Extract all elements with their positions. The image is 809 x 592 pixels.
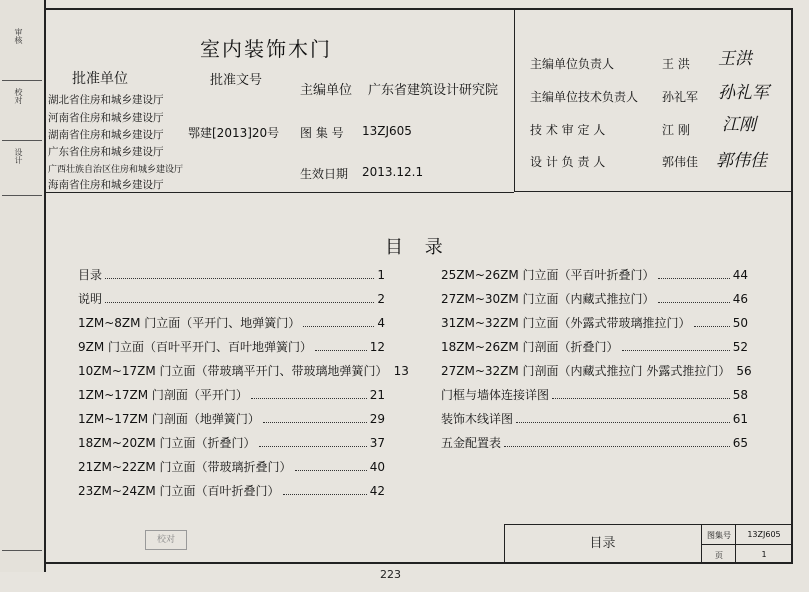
title-block-atlas-label: 图集号 bbox=[707, 531, 731, 540]
toc-entry[interactable] bbox=[441, 266, 748, 283]
toc-leader-dots bbox=[303, 325, 374, 327]
toc-leader-dots bbox=[658, 277, 730, 279]
toc-leader-dots bbox=[105, 301, 374, 303]
signature: 孙礼军 bbox=[718, 83, 769, 103]
date-value: 2013.12.1 bbox=[362, 165, 424, 179]
toc-entry[interactable] bbox=[78, 338, 385, 355]
toc-entry[interactable] bbox=[78, 482, 385, 499]
title-block-atlas-value: 13ZJ605 bbox=[747, 530, 781, 539]
toc-leader-dots bbox=[658, 301, 730, 303]
editor-label: 主编单位 bbox=[300, 83, 353, 98]
toc-entry-page: 42 bbox=[369, 484, 385, 498]
approval-org: 湖北省住房和城乡建设厅 bbox=[48, 94, 164, 106]
toc-entry[interactable] bbox=[78, 290, 385, 307]
divider bbox=[702, 544, 793, 545]
toc-entry-page: 21 bbox=[369, 388, 385, 402]
toc-entry-page: 46 bbox=[732, 292, 748, 306]
toc-entry-page: 65 bbox=[732, 436, 748, 450]
toc-entry-title: 23ZM~24ZM 门立面（百叶折叠门） bbox=[78, 484, 280, 498]
title-block-page-label: 页 bbox=[715, 551, 723, 560]
editor-value: 广东省建筑设计研究院 bbox=[368, 83, 499, 98]
toc-entry-title: 说明 bbox=[78, 292, 103, 306]
doc-number: 鄂建[2013]20号 bbox=[188, 126, 280, 140]
toc-entry-title: 21ZM~22ZM 门立面（带玻璃折叠门） bbox=[78, 460, 292, 474]
signature: 王洪 bbox=[718, 49, 752, 69]
toc-entry[interactable] bbox=[441, 410, 748, 427]
page-title: 室内装饰木门 bbox=[200, 37, 332, 61]
toc-entry-page: 37 bbox=[369, 436, 385, 450]
date-label: 生效日期 bbox=[300, 167, 349, 181]
approval-org: 广东省住房和城乡建设厅 bbox=[48, 146, 164, 158]
toc-entry[interactable] bbox=[78, 314, 385, 331]
sidebar-label: 校对 bbox=[14, 88, 23, 104]
sidebar-label: 设计 bbox=[14, 148, 23, 164]
title-block-page-value: 1 bbox=[761, 550, 767, 559]
approval-doc-label: 批准文号 bbox=[210, 73, 263, 88]
toc-entry-title: 25ZM~26ZM 门立面（平百叶折叠门） bbox=[441, 268, 655, 282]
approval-unit-label: 批准单位 bbox=[72, 71, 128, 87]
toc-leader-dots bbox=[622, 349, 730, 351]
toc-entry-page: 4 bbox=[377, 316, 385, 330]
approval-org: 河南省住房和城乡建设厅 bbox=[48, 112, 164, 124]
role-label: 设 计 负 责 人 bbox=[530, 155, 606, 169]
signature: 江刚 bbox=[722, 115, 756, 135]
role-label: 技 术 审 定 人 bbox=[530, 123, 606, 137]
toc-entry-page: 61 bbox=[732, 412, 748, 426]
toc-entry-page: 40 bbox=[369, 460, 385, 474]
toc-entry[interactable] bbox=[441, 338, 748, 355]
sidebar-cell bbox=[2, 140, 42, 196]
toc-entry-page: 29 bbox=[369, 412, 385, 426]
toc-entry-title: 27ZM~30ZM 门立面（内藏式推拉门） bbox=[441, 292, 655, 306]
toc-entry-title: 门框与墙体连接详图 bbox=[441, 388, 550, 402]
toc-entry-title: 9ZM 门立面（百叶平开门、百叶地弹簧门） bbox=[78, 340, 313, 354]
person-name: 王 洪 bbox=[662, 57, 690, 71]
atlas-value: 13ZJ605 bbox=[362, 124, 412, 138]
toc-entry-page: 2 bbox=[377, 292, 385, 306]
toc-entry-title: 18ZM~26ZM 门剖面（折叠门） bbox=[441, 340, 619, 354]
sidebar-cell bbox=[2, 20, 42, 81]
toc-entry-title: 1ZM~17ZM 门剖面（平开门） bbox=[78, 388, 248, 402]
toc-entry[interactable] bbox=[78, 386, 385, 403]
toc-entry-page: 12 bbox=[369, 340, 385, 354]
ghost-stamp: 校对 bbox=[145, 530, 187, 550]
binding-sidebar bbox=[0, 0, 46, 572]
toc-entry-page: 50 bbox=[732, 316, 748, 330]
toc-entry-title: 27ZM~32ZM 门剖面（内藏式推拉门 外露式推拉门） bbox=[441, 364, 731, 378]
toc-leader-dots bbox=[295, 469, 367, 471]
page-number: 223 bbox=[380, 568, 401, 581]
toc-leader-dots bbox=[105, 277, 374, 279]
toc-leader-dots bbox=[504, 445, 730, 447]
toc-entry-title: 31ZM~32ZM 门立面（外露式带玻璃推拉门） bbox=[441, 316, 691, 330]
approval-org: 广西壮族自治区住房和城乡建设厅 bbox=[48, 165, 184, 175]
toc-heading: 目 录 bbox=[385, 237, 451, 258]
toc-entry[interactable] bbox=[78, 362, 409, 379]
toc-entry[interactable] bbox=[78, 434, 385, 451]
toc-entry[interactable] bbox=[441, 314, 748, 331]
divider bbox=[44, 192, 514, 193]
role-label: 主编单位技术负责人 bbox=[530, 90, 639, 104]
toc-entry[interactable] bbox=[441, 362, 752, 379]
toc-leader-dots bbox=[315, 349, 367, 351]
signature: 郭伟佳 bbox=[716, 151, 767, 171]
toc-leader-dots bbox=[263, 421, 367, 423]
toc-entry-title: 目录 bbox=[78, 268, 103, 282]
toc-entry-page: 1 bbox=[377, 268, 385, 282]
person-name: 江 刚 bbox=[662, 123, 690, 137]
approval-org: 湖南省住房和城乡建设厅 bbox=[48, 129, 164, 141]
toc-entry[interactable] bbox=[78, 266, 385, 283]
toc-leader-dots bbox=[694, 325, 730, 327]
toc-entry-page: 56 bbox=[736, 364, 752, 378]
sidebar-label: 审核 bbox=[14, 28, 23, 44]
toc-entry-title: 五金配置表 bbox=[441, 436, 502, 450]
toc-entry-page: 13 bbox=[393, 364, 409, 378]
toc-entry[interactable] bbox=[441, 434, 748, 451]
atlas-label: 图 集 号 bbox=[300, 126, 344, 140]
toc-entry-title: 10ZM~17ZM 门立面（带玻璃平开门、带玻璃地弹簧门） bbox=[78, 364, 388, 378]
toc-entry-page: 58 bbox=[732, 388, 748, 402]
toc-entry-title: 18ZM~20ZM 门立面（折叠门） bbox=[78, 436, 256, 450]
toc-entry[interactable] bbox=[441, 386, 748, 403]
toc-entry[interactable] bbox=[78, 458, 385, 475]
sidebar-cell bbox=[2, 80, 42, 141]
toc-entry-page: 52 bbox=[732, 340, 748, 354]
title-block-name: 目录 bbox=[504, 524, 702, 564]
toc-leader-dots bbox=[283, 493, 367, 495]
toc-entry-title: 装饰木线详图 bbox=[441, 412, 514, 426]
role-label: 主编单位负责人 bbox=[530, 57, 615, 71]
toc-entry[interactable] bbox=[441, 290, 748, 307]
toc-entry[interactable] bbox=[78, 410, 385, 427]
toc-entry-title: 1ZM~8ZM 门立面（平开门、地弹簧门） bbox=[78, 316, 301, 330]
toc-entry-title: 1ZM~17ZM 门剖面（地弹簧门） bbox=[78, 412, 260, 426]
sidebar-cell bbox=[2, 520, 42, 551]
person-name: 孙礼军 bbox=[662, 90, 699, 104]
toc-leader-dots bbox=[259, 445, 367, 447]
toc-leader-dots bbox=[251, 397, 367, 399]
toc-leader-dots bbox=[516, 421, 730, 423]
toc-entry-page: 44 bbox=[732, 268, 748, 282]
toc-leader-dots bbox=[552, 397, 730, 399]
person-name: 郭伟佳 bbox=[662, 155, 699, 169]
approval-org: 海南省住房和城乡建设厅 bbox=[48, 179, 164, 191]
